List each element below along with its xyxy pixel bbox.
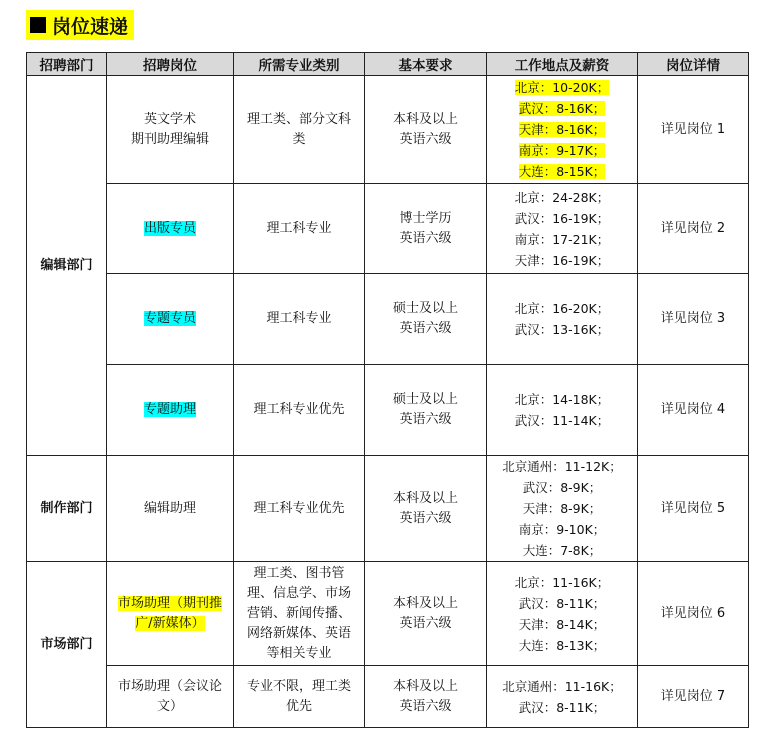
- detail-cell: 详见岗位 5: [638, 456, 749, 562]
- requirement-line: 本科及以上: [392, 678, 458, 694]
- position-cell: [107, 562, 234, 666]
- location-line: 天津：8-14K；: [518, 616, 606, 632]
- major-line: 理、信息学、市场: [246, 585, 351, 601]
- detail-cell: 详见岗位 2: [638, 184, 749, 274]
- dept-cell: 制作部门: [27, 456, 107, 562]
- requirement-line: 英语六级: [399, 131, 452, 147]
- position-line: 专题助理: [143, 402, 196, 417]
- requirement-line: 英语六级: [399, 615, 452, 631]
- detail-cell: 详见岗位 3: [638, 274, 749, 365]
- location-cell: [487, 365, 638, 456]
- requirement-line: 英语六级: [399, 698, 452, 714]
- detail-cell: 详见岗位 4: [638, 365, 749, 456]
- location-cell: [487, 76, 638, 184]
- location-line: 武汉：16-19K；: [514, 210, 610, 226]
- position-line: 出版专员: [143, 220, 196, 236]
- location-line: 北京通州：11-12K；: [502, 459, 622, 474]
- major-cell: 理工科专业优先: [234, 456, 365, 562]
- position-cell: [107, 184, 234, 274]
- position-cell: [107, 666, 234, 728]
- table-row: [27, 365, 749, 456]
- detail-cell: 详见岗位 1: [638, 76, 749, 184]
- detail-cell: 详见岗位 6: [638, 562, 749, 666]
- table-row: [27, 456, 749, 562]
- requirement-cell: [365, 365, 487, 456]
- requirement-line: 英语六级: [399, 412, 452, 427]
- requirement-cell: [365, 184, 487, 274]
- position-line: 专题专员: [143, 311, 196, 326]
- major-cell: 理工科专业: [234, 274, 365, 365]
- position-line: 市场助理（期刊推: [117, 595, 222, 611]
- location-line: 大连：8-13K；: [518, 637, 606, 653]
- position-line: 期刊助理编辑: [130, 131, 209, 147]
- major-cell: [234, 562, 365, 666]
- location-line: 北京通州：11-16K；: [502, 678, 622, 694]
- table-row: [27, 184, 749, 274]
- location-line: 北京：24-28K；: [514, 189, 610, 205]
- position-cell: [107, 76, 234, 184]
- location-cell: [487, 456, 638, 562]
- location-line: 南京：9-10K；: [518, 522, 606, 537]
- requirement-line: 英语六级: [399, 321, 452, 336]
- location-cell: [487, 562, 638, 666]
- header-requirement: 基本要求: [365, 53, 487, 76]
- requirement-line: 英语六级: [399, 230, 452, 246]
- table-row: [27, 562, 749, 666]
- major-cell: 理工科专业: [234, 184, 365, 274]
- location-cell: [487, 666, 638, 728]
- location-cell: [487, 274, 638, 365]
- section-title-text: 岗位速递: [52, 15, 129, 38]
- location-line: 武汉：8-11K；: [518, 595, 606, 611]
- requirement-cell: [365, 666, 487, 728]
- major-line: 理工类、部分文科: [246, 111, 351, 127]
- position-line: 英文学术: [143, 111, 196, 127]
- major-line: 营销、新闻传播、: [246, 605, 351, 621]
- dept-cell: 编辑部门: [27, 76, 107, 456]
- location-line: 北京：16-20K；: [514, 301, 610, 316]
- black-square-icon: [30, 17, 46, 33]
- position-cell: 编辑助理: [107, 456, 234, 562]
- major-cell: 理工科专业优先: [234, 365, 365, 456]
- requirement-line: 博士学历: [399, 210, 452, 226]
- location-line: 天津：8-9K；: [522, 501, 602, 516]
- location-line: 南京：17-21K；: [514, 231, 610, 247]
- section-title: [26, 10, 134, 40]
- job-table: [26, 52, 749, 728]
- major-line: 专业不限，理工类: [246, 678, 351, 694]
- dept-cell: 市场部门: [27, 562, 107, 728]
- major-line: 优先: [285, 698, 312, 714]
- requirement-line: 硕士及以上: [392, 392, 458, 407]
- requirement-line: 本科及以上: [392, 595, 458, 611]
- header-dept: 招聘部门: [27, 53, 107, 76]
- location-line: 武汉：13-16K；: [514, 322, 610, 337]
- location-line: 武汉：11-14K；: [514, 413, 610, 428]
- position-line: 市场助理（会议论: [117, 678, 222, 694]
- major-cell: [234, 666, 365, 728]
- requirement-cell: [365, 274, 487, 365]
- location-line: 北京：10-20K；: [514, 80, 610, 95]
- location-line: 天津：16-19K；: [514, 252, 610, 268]
- major-line: 网络新媒体、英语: [246, 625, 351, 641]
- location-line: 武汉：8-11K；: [518, 699, 606, 715]
- location-line: 大连：8-15K；: [518, 164, 606, 179]
- requirement-line: 本科及以上: [392, 490, 458, 506]
- major-line: 理工类、图书管: [253, 565, 345, 581]
- major-cell: [234, 76, 365, 184]
- location-cell: [487, 184, 638, 274]
- header-location-salary: 工作地点及薪资: [487, 53, 638, 76]
- requirement-line: 英语六级: [399, 510, 452, 526]
- location-line: 武汉：8-9K；: [522, 480, 602, 495]
- header-position: 招聘岗位: [107, 53, 234, 76]
- position-line: 文）: [156, 698, 183, 714]
- table-row: [27, 274, 749, 365]
- requirement-cell: [365, 76, 487, 184]
- location-line: 大连：7-8K；: [522, 543, 602, 558]
- major-line: 类: [292, 131, 306, 147]
- requirement-cell: [365, 456, 487, 562]
- position-cell: [107, 274, 234, 365]
- location-line: 北京：14-18K；: [514, 392, 610, 407]
- table-row: [27, 666, 749, 728]
- position-cell: [107, 365, 234, 456]
- location-line: 天津：8-16K；: [518, 122, 606, 137]
- detail-cell: 详见岗位 7: [638, 666, 749, 728]
- header-major: 所需专业类别: [234, 53, 365, 76]
- header-row: [27, 53, 749, 76]
- table-row: [27, 76, 749, 184]
- requirement-line: 本科及以上: [392, 111, 458, 127]
- header-detail: 岗位详情: [638, 53, 749, 76]
- location-line: 北京：11-16K；: [514, 574, 610, 590]
- location-line: 武汉：8-16K；: [518, 101, 606, 116]
- major-line: 等相关专业: [266, 645, 332, 661]
- location-line: 南京：9-17K；: [518, 143, 606, 158]
- requirement-cell: [365, 562, 487, 666]
- position-line: 广/新媒体）: [135, 615, 205, 631]
- requirement-line: 硕士及以上: [392, 301, 458, 316]
